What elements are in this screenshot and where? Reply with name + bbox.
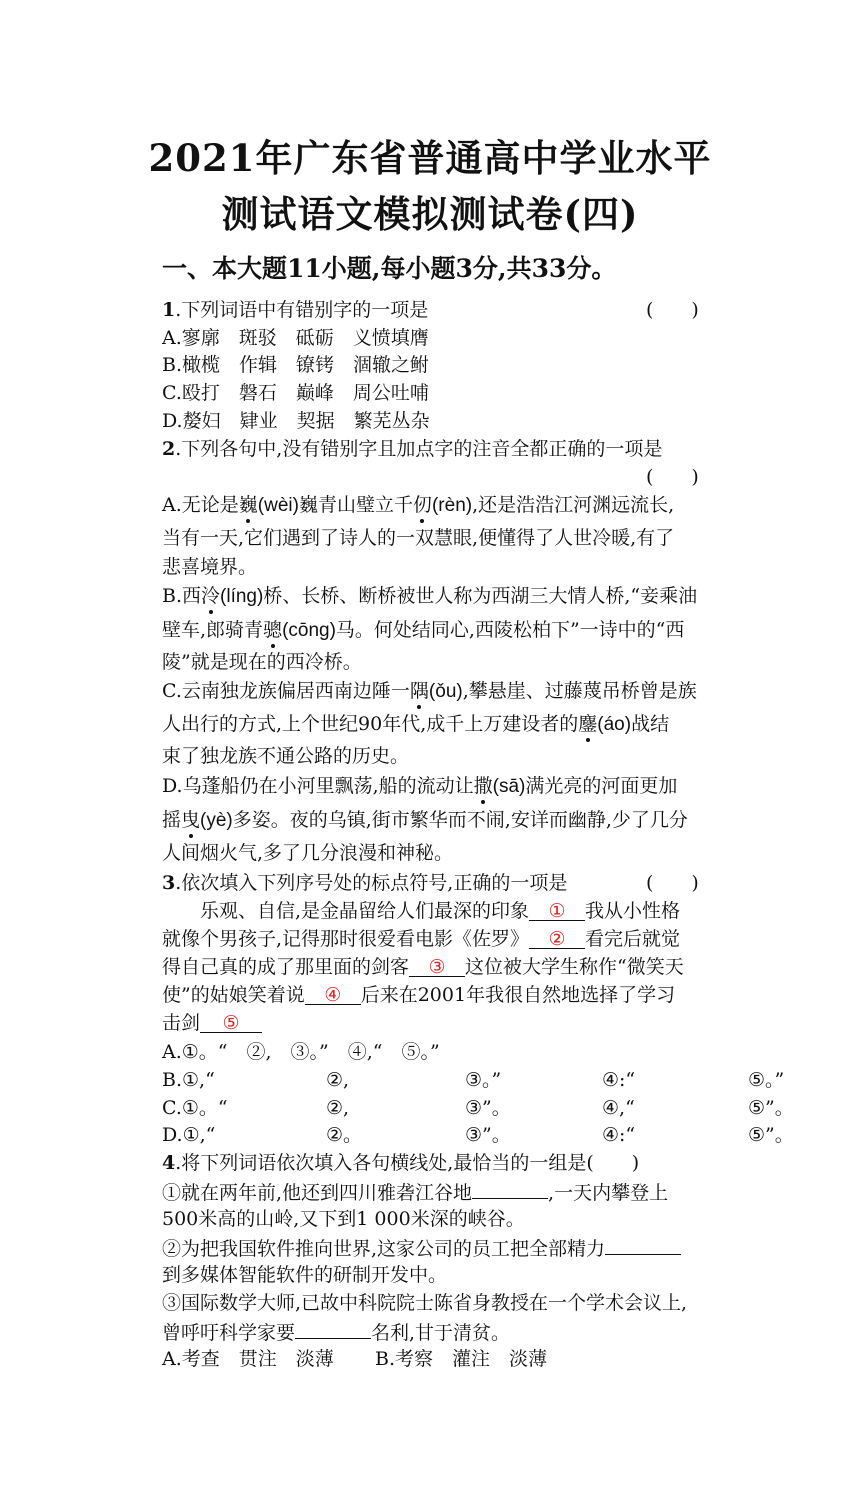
q2-option-a-line3: 悲喜境界。	[162, 556, 258, 578]
q3-passage-line3	[162, 956, 684, 978]
q1-number: 1	[162, 299, 176, 321]
text: ①就在两年前,他还到四川雅砻江谷地	[162, 1182, 473, 1204]
text: D.乌蓬船仍在小河里飘荡,船的流动让	[162, 775, 474, 797]
cell: ③”。	[465, 1097, 511, 1119]
pinyin: (líng)	[220, 586, 264, 607]
blank-line	[605, 1236, 681, 1255]
text: ,还是浩浩江河渊远流长,	[472, 494, 675, 516]
q4-sentence3-line1: ③国际数学大师,已故中科院院士陈省身教授在一个学术会议上,	[162, 1292, 688, 1314]
q3-passage-line5	[162, 1012, 262, 1034]
text: 曾呼吁科学家要	[162, 1322, 296, 1344]
cell: ②,	[326, 1069, 350, 1091]
pinyin: (wèi)	[257, 495, 299, 516]
cell: ⑤。”	[748, 1069, 785, 1091]
text: 巍青山璧立千	[298, 494, 413, 516]
q3-stem-text: .依次填入下列序号处的标点符号,正确的一项是	[175, 872, 568, 894]
cell: ④:“	[602, 1069, 636, 1091]
cell: C.①。“	[162, 1097, 228, 1119]
q2-option-b-line2	[162, 619, 684, 642]
q4-stem	[162, 1152, 639, 1174]
q1-stem	[162, 299, 428, 321]
q2-option-d-line2	[162, 809, 688, 832]
q4-sentence2-line1	[162, 1236, 681, 1260]
text: 这位被大学生称作“微笑天	[465, 956, 684, 978]
dotted-char: 隅	[409, 680, 429, 702]
text: 乐观、自信,是金晶留给人们最深的印象	[200, 900, 530, 922]
q2-option-b-line1	[162, 585, 697, 608]
text: 就像个男孩子,记得那时很爱看电影《佐罗》	[162, 928, 530, 950]
blank-line	[472, 1180, 548, 1199]
pinyin: (rèn)	[431, 495, 473, 516]
pinyin: (sā)	[492, 776, 526, 797]
text: 得自己真的成了那里面的剑客	[162, 956, 410, 978]
text: 名利,甘于清贫。	[371, 1322, 511, 1344]
dotted-char: 骢	[263, 619, 283, 641]
q2-stem	[162, 438, 662, 460]
pinyin: (ǒu)	[428, 681, 463, 702]
q2-option-c-line2	[162, 713, 669, 736]
cell: ②,	[326, 1097, 350, 1119]
text: 使”的姑娘笑着说	[162, 984, 305, 1006]
q1-option-a: A.寥廓 斑驳 砥砺 义愤填膺	[162, 327, 429, 349]
q2-stem-text: .下列各句中,没有错别字且加点字的注音全都正确的一项是	[175, 438, 663, 460]
q1-answer-paren: ( )	[646, 299, 699, 321]
q3-passage-line1	[200, 900, 680, 922]
q4-sentence3-line2	[162, 1320, 510, 1344]
blank-1: ①	[529, 900, 585, 921]
text: 马。何处结同心,西陵松柏下”一诗中的“西	[335, 619, 685, 641]
q2-option-c-line3: 束了独龙族不通公路的历史。	[162, 745, 410, 767]
text: ,攀悬崖、过藤蔑吊桥曾是族	[462, 680, 697, 702]
dotted-char: 泠	[201, 585, 221, 607]
q3-passage-line4	[162, 984, 675, 1006]
q3-stem	[162, 872, 567, 894]
q3-passage-line2	[162, 928, 680, 950]
q1-option-d: D.嫠妇 肄业 契据 繁芜丛杂	[162, 410, 430, 432]
cell: ⑤”。	[748, 1097, 794, 1119]
q2-option-a-line1	[162, 494, 674, 517]
q3-answer-paren: ( )	[646, 872, 699, 894]
dotted-char: 巍	[238, 494, 258, 516]
dotted-char: 仞	[412, 494, 432, 516]
doc-title-line2: 测试语文模拟测试卷(四)	[221, 192, 639, 236]
text: 壁车,郎骑青	[162, 619, 264, 641]
text: 满光亮的河面更加	[525, 775, 678, 797]
text: ,一天内攀登上	[548, 1182, 669, 1204]
text: C.云南独龙族偏居西南边陲一	[162, 680, 410, 702]
cell: ③。”	[465, 1069, 502, 1091]
text: 多姿。夜的乌镇,街市繁华而不闹,安详而幽静,少了几分	[232, 809, 688, 831]
q3-number: 3	[162, 872, 176, 894]
dotted-char: 撒	[473, 775, 493, 797]
blank-5: ⑤	[200, 1012, 262, 1033]
text: 看完后就觉	[585, 928, 681, 950]
cell: ⑤”。	[748, 1124, 794, 1146]
q4-sentence1-line2: 500米高的山岭,又下到1 000米深的峡谷。	[162, 1208, 525, 1230]
q4-sentence1-line1	[162, 1180, 668, 1204]
q2-option-b-line3: 陵”就是现在的西冷桥。	[162, 651, 362, 673]
pinyin: (áo)	[597, 714, 632, 735]
text: A.无论是	[162, 494, 239, 516]
q2-answer-paren: ( )	[646, 466, 699, 488]
text: 击剑	[162, 1012, 201, 1034]
blank-2: ②	[529, 928, 585, 949]
q4-option-a: A.考查 贯注 淡薄	[162, 1348, 334, 1370]
q4-number: 4	[162, 1152, 176, 1174]
text: 我从小性格	[585, 900, 681, 922]
q2-option-d-line1	[162, 775, 677, 798]
q2-option-d-line3: 人间烟火气,多了几分浪漫和神秘。	[162, 842, 454, 864]
cell: ④,“	[602, 1097, 635, 1119]
q2-option-a-line2: 当有一天,它们遇到了诗人的一双慧眼,便懂得了人世冷暖,有了	[162, 527, 675, 549]
blank-4: ④	[305, 984, 361, 1005]
doc-title-line1: 2021年广东省普通高中学业水平	[148, 136, 712, 180]
cell: ④:“	[602, 1124, 636, 1146]
cell: ②。	[326, 1124, 363, 1146]
blank-3: ③	[409, 956, 465, 977]
cell: D.①,“	[162, 1124, 216, 1146]
q2-number: 2	[162, 438, 176, 460]
cell: B.①,“	[162, 1069, 215, 1091]
q1-option-c: C.殴打 磐石 巅峰 周公吐哺	[162, 382, 429, 404]
cell: ③”。	[465, 1124, 511, 1146]
text: 后来在2001年我很自然地选择了学习	[360, 984, 676, 1006]
q4-option-b: B.考察 灌注 淡薄	[375, 1348, 548, 1370]
q1-option-b: B.橄榄 作辑 镣铐 涸辙之鲋	[162, 354, 430, 376]
q2-option-c-line1	[162, 680, 697, 703]
text: B.西	[162, 585, 202, 607]
q3-option-a: A.①。“ ②, ③。” ④,“ ⑤。”	[162, 1041, 440, 1063]
text: 摇	[162, 809, 182, 831]
q4-sentence2-line2: 到多媒体智能软件的研制开发中。	[162, 1264, 448, 1286]
text: ②为把我国软件推向世界,这家公司的员工把全部精力	[162, 1238, 606, 1260]
text: 人出行的方式,上个世纪90年代,成千上万建设者的	[162, 713, 579, 735]
q1-stem-text: .下列词语中有错别字的一项是	[175, 299, 429, 321]
dotted-char: 鏖	[578, 713, 598, 735]
text: 战结	[631, 713, 670, 735]
text: 桥、长桥、断桥被世人称为西湖三大情人桥,“妾乘油	[263, 585, 698, 607]
pinyin: (cōng)	[282, 620, 336, 641]
section-heading: 一、本大题11小题,每小题3分,共33分。	[162, 254, 617, 283]
q4-stem-text: .将下列词语依次填入各句横线处,最恰当的一组是( )	[175, 1152, 640, 1174]
blank-line	[295, 1320, 371, 1339]
pinyin: (yè)	[200, 810, 233, 831]
dotted-char: 曳	[181, 809, 201, 831]
